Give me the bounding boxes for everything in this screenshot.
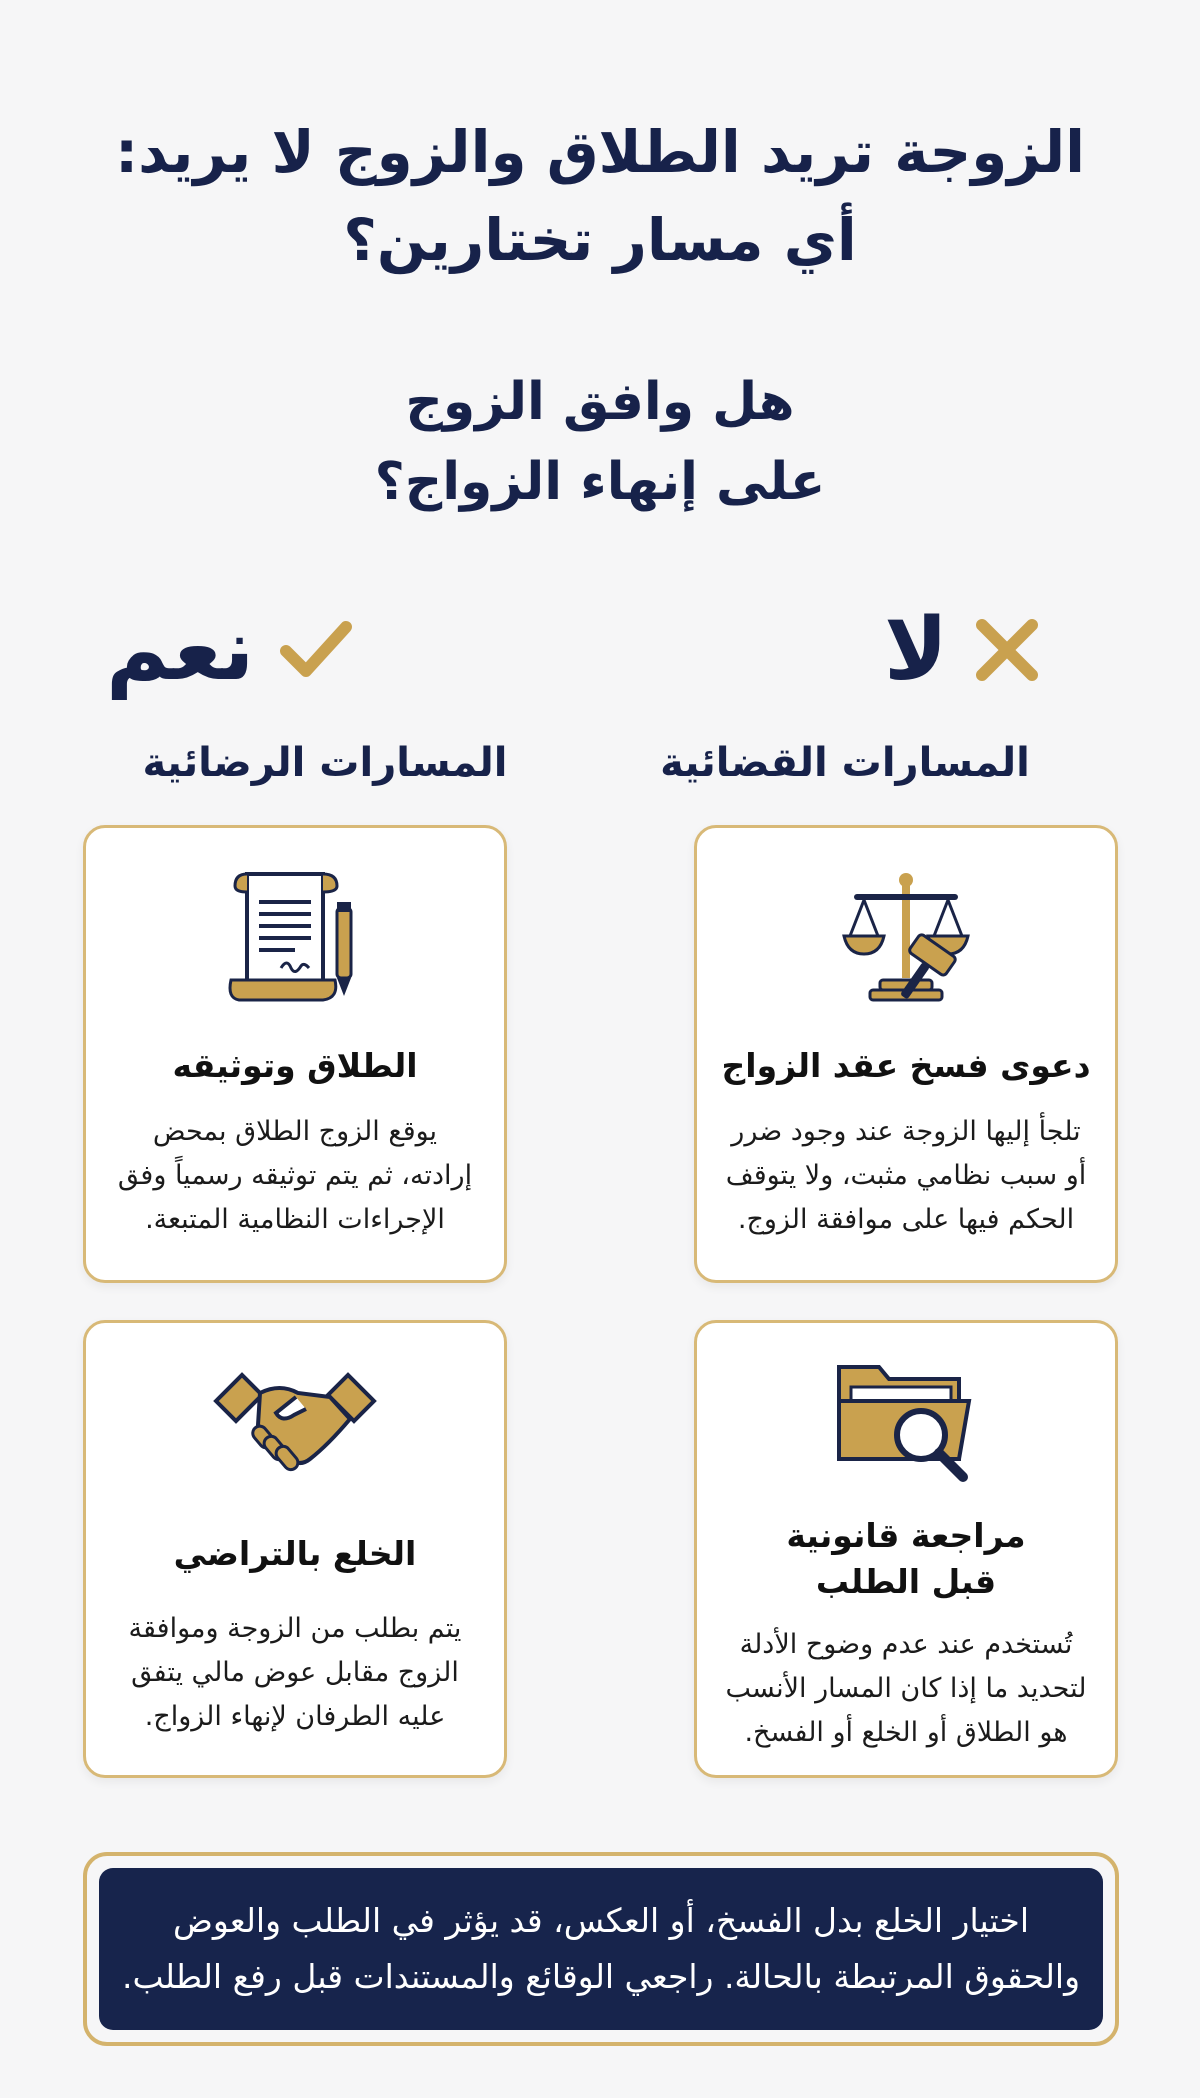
text-line: يوقع الزوج الطلاق بمحض bbox=[152, 1116, 438, 1147]
question-line-2: على إنهاء الزواج؟ bbox=[374, 452, 826, 512]
card-divorce-title: الطلاق وتوثيقه bbox=[172, 1046, 418, 1085]
card-annulment-title: دعوى فسخ عقد الزواج bbox=[721, 1046, 1091, 1085]
card-legal-review bbox=[694, 1320, 1118, 1778]
title-line-2: أي مسار تختارين؟ bbox=[343, 206, 857, 274]
text-line: لتحديد ما إذا كان المسار الأنسب bbox=[725, 1673, 1087, 1704]
text-line: تُستخدم عند عدم وضوح الأدلة bbox=[739, 1629, 1073, 1660]
check-mark-icon bbox=[280, 619, 352, 681]
folder-magnifier-icon bbox=[697, 1353, 1115, 1493]
text-line: تلجأ إليها الزوجة عند وجود ضرر bbox=[731, 1116, 1081, 1147]
title-line: مراجعة قانونية bbox=[786, 1516, 1026, 1555]
card-khula-title: الخلع بالتراضي bbox=[173, 1534, 417, 1573]
answer-yes bbox=[106, 600, 352, 700]
card-annulment bbox=[694, 825, 1118, 1283]
title-line-1: الزوجة تريد الطلاق والزوج لا يريد: bbox=[114, 118, 1086, 186]
card-khula bbox=[83, 1320, 507, 1778]
judicial-paths-heading: المسارات القضائية bbox=[660, 740, 1030, 786]
note-line-2: والحقوق المرتبطة بالحالة. راجعي الوقائع والمستندات قبل رفع الطلب. bbox=[121, 1957, 1081, 1996]
text-line: هو الطلاق أو الخلع أو الفسخ. bbox=[744, 1717, 1068, 1748]
decision-question bbox=[0, 362, 1200, 522]
document-pen-icon bbox=[86, 868, 504, 1008]
card-legal-review-title bbox=[707, 1513, 1105, 1605]
page-title bbox=[0, 108, 1200, 284]
card-khula-text bbox=[100, 1607, 490, 1739]
card-divorce bbox=[83, 825, 507, 1283]
text-line: الحكم فيها على موافقة الزوج. bbox=[737, 1204, 1075, 1235]
title-line: قبل الطلب bbox=[815, 1562, 997, 1601]
handshake-icon bbox=[86, 1363, 504, 1483]
answer-no bbox=[884, 600, 1040, 700]
card-legal-review-text bbox=[711, 1623, 1101, 1755]
text-line: الزوج مقابل عوض مالي يتفق bbox=[131, 1657, 459, 1688]
text-line: عليه الطرفان لإنهاء الزواج. bbox=[144, 1701, 446, 1732]
answer-yes-label: نعم bbox=[106, 600, 255, 700]
warning-note-body bbox=[99, 1868, 1103, 2030]
x-mark-icon bbox=[974, 617, 1040, 683]
answer-no-label: لا bbox=[883, 600, 948, 700]
text-line: إرادته، ثم يتم توثيقه رسمياً وفق bbox=[117, 1160, 473, 1191]
card-annulment-text bbox=[711, 1110, 1101, 1242]
consensual-paths-heading: المسارات الرضائية bbox=[142, 740, 508, 786]
warning-note bbox=[83, 1852, 1119, 2046]
scales-gavel-icon bbox=[697, 868, 1115, 1008]
text-line: الإجراءات النظامية المتبعة. bbox=[145, 1204, 445, 1235]
text-line: أو سبب نظامي مثبت، ولا يتوقف bbox=[725, 1160, 1087, 1191]
question-line-1: هل وافق الزوج bbox=[405, 372, 795, 432]
note-line-1: اختيار الخلع بدل الفسخ، أو العكس، قد يؤثر في الطلب والعوض bbox=[172, 1901, 1030, 1940]
text-line: يتم بطلب من الزوجة وموافقة bbox=[128, 1613, 462, 1644]
card-divorce-text bbox=[100, 1110, 490, 1242]
